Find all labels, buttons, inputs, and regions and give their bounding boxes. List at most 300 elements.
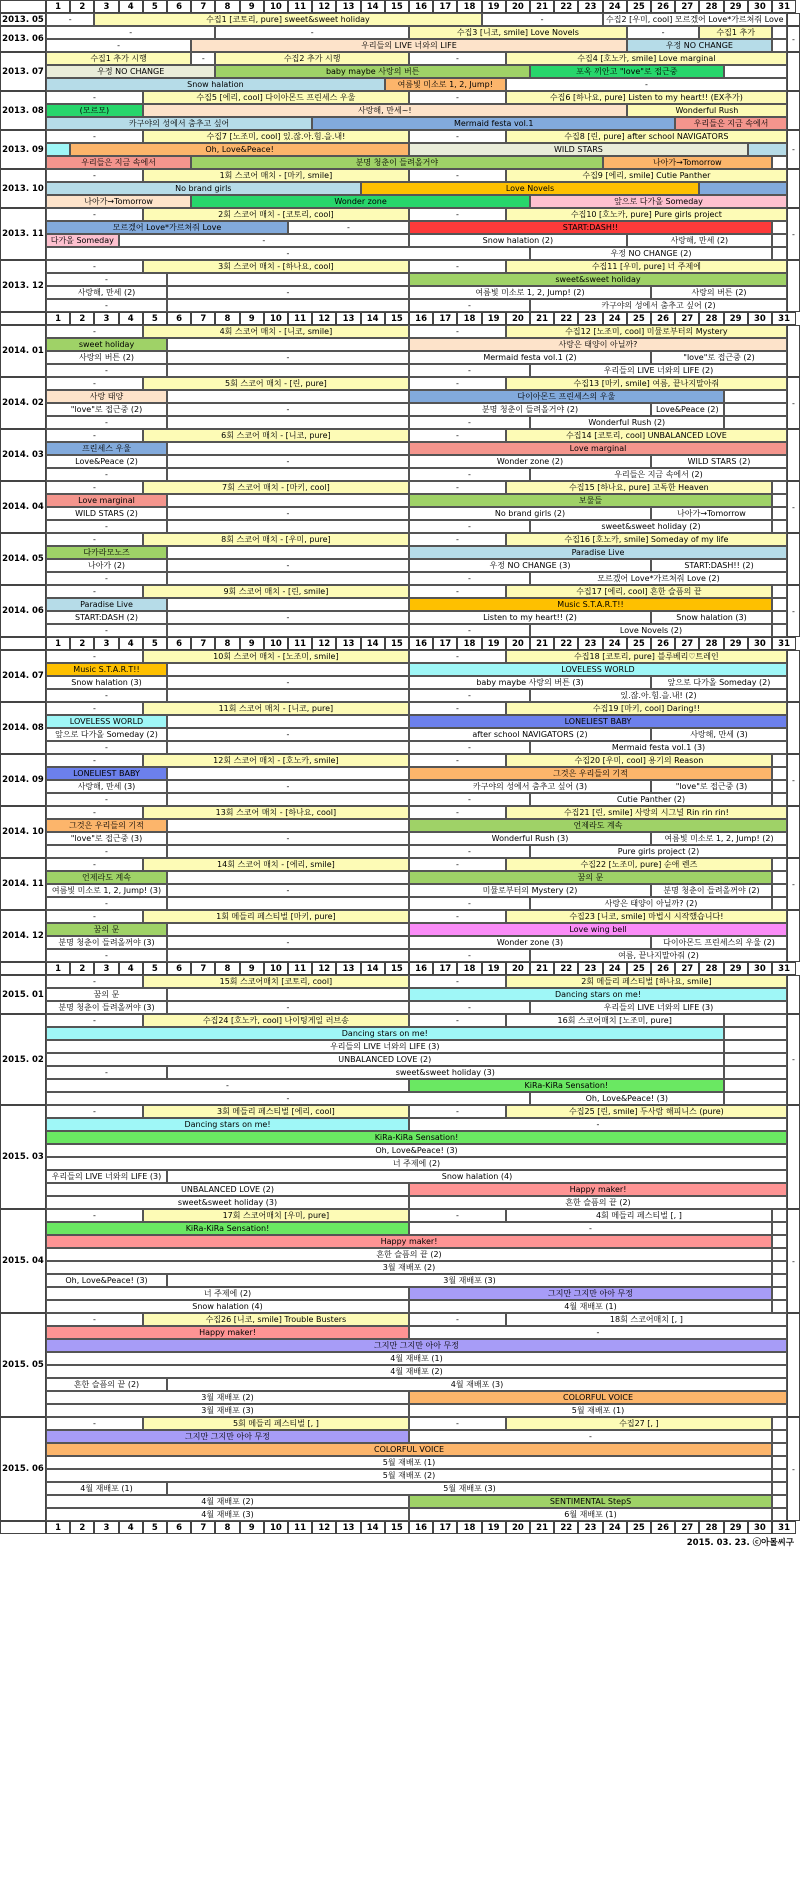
- schedule-cell: START:DASH!! (2): [651, 559, 787, 572]
- month-label: 2014. 04: [0, 481, 46, 533]
- day-header: 1: [46, 962, 70, 975]
- schedule-cell: 수집15 [하나요, pure] 고독한 Heaven: [506, 481, 772, 494]
- schedule-cell: 우리들의 LIVE 너와의 LIFE (3): [46, 1170, 167, 1183]
- schedule-cell: -: [409, 208, 506, 221]
- day-header: 2: [70, 1521, 94, 1534]
- schedule-cell: -: [288, 221, 409, 234]
- month-label: 2014. 05: [0, 533, 46, 585]
- day-header: 9: [240, 1521, 264, 1534]
- day-header: 28: [699, 0, 723, 13]
- schedule-cell: 프린세스 우울: [46, 442, 167, 455]
- day-header: 10: [264, 962, 288, 975]
- day-header: 28: [699, 962, 723, 975]
- schedule-cell: Snow halation (2): [409, 234, 627, 247]
- day-header: 14: [361, 962, 385, 975]
- schedule-cell: Pure girls project (2): [530, 845, 787, 858]
- schedule-cell: [167, 572, 409, 585]
- day-header: 13: [336, 1521, 360, 1534]
- schedule-cell: -: [46, 1313, 143, 1326]
- schedule-cell: "love"로 접근중 (3): [46, 832, 167, 845]
- schedule-cell: 꿈의 문: [46, 988, 167, 1001]
- schedule-cell: 우정 NO CHANGE (3): [409, 559, 651, 572]
- month-label: 2013. 06: [0, 26, 46, 52]
- day-header: 26: [651, 312, 675, 325]
- schedule-cell: -: [409, 1326, 787, 1339]
- schedule-cell: -: [409, 377, 506, 390]
- schedule-cell: Happy maker!: [46, 1235, 772, 1248]
- schedule-cell: 수집24 [호노카, cool] 나이팅게일 러브송: [143, 1014, 409, 1027]
- day-header: 23: [578, 312, 602, 325]
- day-header: 22: [554, 637, 578, 650]
- schedule-cell: -: [46, 702, 143, 715]
- schedule-cell: -: [409, 949, 530, 962]
- schedule-cell: [167, 299, 409, 312]
- month-end-marker: [787, 702, 800, 754]
- schedule-cell: 언제라도 계속: [409, 819, 787, 832]
- schedule-cell: Happy maker!: [46, 1326, 409, 1339]
- schedule-cell: (모르모): [46, 104, 143, 117]
- day-header: 9: [240, 312, 264, 325]
- schedule-cell: -: [409, 130, 506, 143]
- month-label: 2013. 07: [0, 52, 46, 91]
- day-header: 25: [627, 1521, 651, 1534]
- schedule-cell: -: [409, 260, 506, 273]
- schedule-cell: Love&Peace (2): [651, 403, 724, 416]
- empty-cell: [772, 1209, 787, 1222]
- schedule-cell: -: [46, 793, 167, 806]
- day-header: 25: [627, 0, 651, 13]
- month-label: 2013. 05: [0, 13, 46, 26]
- empty-cell: [772, 897, 787, 910]
- schedule-cell: LOVELESS WORLD: [46, 715, 167, 728]
- schedule-cell: Wonder zone (3): [409, 936, 651, 949]
- day-header: 13: [336, 637, 360, 650]
- schedule-cell: -: [409, 1118, 787, 1131]
- schedule-cell: [46, 143, 70, 156]
- month-end-marker: -: [787, 26, 800, 52]
- schedule-cell: -: [46, 1014, 143, 1027]
- day-header: 14: [361, 0, 385, 13]
- schedule-cell: KiRa-KiRa Sensation!: [46, 1131, 787, 1144]
- schedule-cell: [167, 949, 409, 962]
- empty-cell: [772, 793, 787, 806]
- schedule-cell: [167, 715, 409, 728]
- schedule-cell: LONELIEST BABY: [409, 715, 787, 728]
- day-header: 6: [167, 1521, 191, 1534]
- day-header: 23: [578, 637, 602, 650]
- day-header: 8: [215, 1521, 239, 1534]
- day-header: 17: [433, 637, 457, 650]
- day-header: 31: [772, 1521, 796, 1534]
- schedule-cell: 미뮬로부터의 Mystery (2): [409, 884, 651, 897]
- schedule-cell: -: [46, 910, 143, 923]
- schedule-cell: 수집1 [코토리, pure] sweet&sweet holiday: [94, 13, 481, 26]
- schedule-cell: LONELIEST BABY: [46, 767, 167, 780]
- schedule-cell: -: [46, 858, 143, 871]
- day-header: 4: [119, 1521, 143, 1534]
- schedule-cell: -: [409, 1001, 530, 1014]
- day-header: 2: [70, 0, 94, 13]
- schedule-cell: 3회 스코어 매치 - [하나요, cool]: [143, 260, 409, 273]
- schedule-cell: 4월 재배포 (2): [46, 1495, 409, 1508]
- schedule-cell: -: [409, 91, 506, 104]
- day-header: 4: [119, 0, 143, 13]
- schedule-cell: 다가올 Someday: [46, 234, 119, 247]
- schedule-cell: 꿈의 문: [409, 871, 772, 884]
- empty-cell: [772, 884, 787, 897]
- empty-cell: [772, 481, 787, 494]
- day-header: 3: [94, 962, 118, 975]
- schedule-cell: sweet&sweet holiday (3): [46, 1196, 409, 1209]
- schedule-cell: Wonderful Rush (2): [530, 416, 724, 429]
- schedule-cell: [167, 988, 409, 1001]
- schedule-cell: 우리들의 LIVE 너와의 LIFE (2): [530, 364, 787, 377]
- day-header: 30: [748, 637, 772, 650]
- day-header: 22: [554, 1521, 578, 1534]
- schedule-cell: -: [167, 611, 409, 624]
- schedule-cell: 포옥 끼안고 "love"로 접근중: [530, 65, 724, 78]
- schedule-cell: 분명 청춘이 들려올거야: [191, 156, 602, 169]
- day-header: 28: [699, 1521, 723, 1534]
- day-header: 21: [530, 637, 554, 650]
- day-header: 13: [336, 312, 360, 325]
- day-header: 7: [191, 962, 215, 975]
- schedule-cell: 18회 스코어매치 [, ]: [506, 1313, 787, 1326]
- schedule-cell: 사랑해, 만세 (3): [46, 780, 167, 793]
- schedule-cell: 다이아몬드 프린세스의 우울 (2): [651, 936, 787, 949]
- schedule-cell: -: [46, 208, 143, 221]
- day-header: 3: [94, 312, 118, 325]
- day-header: 29: [724, 1521, 748, 1534]
- schedule-cell: 다카라모노즈: [46, 546, 167, 559]
- day-header: 7: [191, 1521, 215, 1534]
- schedule-cell: 4월 재배포 (3): [46, 1508, 409, 1521]
- schedule-cell: "love"로 접근중 (3): [651, 780, 772, 793]
- day-header: 17: [433, 0, 457, 13]
- schedule-cell: Mermaid festa vol.1 (3): [530, 741, 787, 754]
- schedule-cell: -: [119, 234, 409, 247]
- schedule-cell: 수집1 추가: [699, 26, 772, 39]
- schedule-cell: [167, 494, 409, 507]
- month-end-marker: -: [787, 130, 800, 169]
- day-header: 31: [772, 962, 796, 975]
- schedule-cell: Mermaid festa vol.1 (2): [409, 351, 651, 364]
- day-header: 8: [215, 312, 239, 325]
- day-header: 24: [603, 0, 627, 13]
- schedule-cell: 7회 스코어 매치 - [마키, cool]: [143, 481, 409, 494]
- schedule-cell: -: [46, 429, 143, 442]
- empty-cell: [772, 494, 787, 507]
- month-end-marker: [787, 91, 800, 130]
- schedule-cell: 너 주제에 (2): [46, 1287, 409, 1300]
- schedule-cell: -: [409, 1014, 506, 1027]
- day-header: 24: [603, 1521, 627, 1534]
- day-header: 7: [191, 0, 215, 13]
- schedule-cell: -: [46, 1105, 143, 1118]
- schedule-cell: 13회 스코어 매치 - [하나요, cool]: [143, 806, 409, 819]
- month-label: 2014. 08: [0, 702, 46, 754]
- month-label: 2014. 10: [0, 806, 46, 858]
- schedule-cell: 수집22 [노조미, pure] 순애 렌즈: [506, 858, 772, 871]
- schedule-cell: baby maybe 사랑의 버튼 (3): [409, 676, 651, 689]
- month-end-marker: [787, 975, 800, 1014]
- schedule-cell: Music S.T.A.R.T!!: [409, 598, 772, 611]
- month-label: 2013. 09: [0, 130, 46, 169]
- schedule-cell: [167, 390, 409, 403]
- schedule-cell: -: [46, 325, 143, 338]
- schedule-cell: 10회 스코어 매치 - [노조미, smile]: [143, 650, 409, 663]
- day-header: 22: [554, 312, 578, 325]
- schedule-cell: UNBALANCED LOVE (2): [46, 1183, 409, 1196]
- day-header: 7: [191, 637, 215, 650]
- header-corner: [0, 312, 46, 325]
- schedule-cell: -: [46, 975, 143, 988]
- day-header: 2: [70, 962, 94, 975]
- schedule-cell: -: [46, 1066, 167, 1079]
- day-header: 17: [433, 1521, 457, 1534]
- schedule-cell: -: [46, 247, 530, 260]
- month-label: 2015. 02: [0, 1014, 46, 1105]
- schedule-cell: -: [167, 884, 409, 897]
- schedule-cell: 사랑의 버튼 (2): [651, 286, 787, 299]
- schedule-cell: -: [409, 52, 506, 65]
- schedule-cell: 사랑은 태양이 아닐까?: [409, 338, 787, 351]
- schedule-cell: 앞으로 다가올 Someday (2): [651, 676, 787, 689]
- day-header: 28: [699, 312, 723, 325]
- empty-cell: [772, 1443, 787, 1456]
- day-header: 12: [312, 0, 336, 13]
- schedule-cell: Snow halation (3): [46, 676, 167, 689]
- day-header: 17: [433, 312, 457, 325]
- schedule-cell: 나아가→Tomorrow: [603, 156, 772, 169]
- schedule-cell: after school NAVIGATORS (2): [409, 728, 651, 741]
- day-header: 23: [578, 962, 602, 975]
- schedule-cell: Snow halation: [46, 78, 385, 91]
- schedule-cell: -: [46, 481, 143, 494]
- day-header: 11: [288, 0, 312, 13]
- day-header: 15: [385, 0, 409, 13]
- empty-cell: [772, 1430, 787, 1443]
- schedule-cell: COLORFUL VOICE: [409, 1391, 787, 1404]
- month-end-marker: [787, 1105, 800, 1209]
- day-header: 25: [627, 637, 651, 650]
- schedule-cell: [167, 923, 409, 936]
- schedule-cell: WILD STARS (2): [46, 507, 167, 520]
- schedule-cell: 앞으로 다가올 Someday (2): [46, 728, 167, 741]
- schedule-cell: Dancing stars on me!: [46, 1118, 409, 1131]
- schedule-cell: [167, 520, 409, 533]
- schedule-cell: Love marginal: [409, 442, 787, 455]
- day-header: 23: [578, 0, 602, 13]
- schedule-cell: 수집4 [호노카, smile] Love marginal: [506, 52, 787, 65]
- schedule-cell: 사랑해, 만세 (2): [627, 234, 772, 247]
- schedule-cell: 수집23 [니코, smile] 마법시 시작했습니다!: [506, 910, 787, 923]
- empty-cell: [724, 1014, 787, 1027]
- empty-cell: [772, 1274, 787, 1287]
- schedule-cell: -: [46, 416, 167, 429]
- schedule-cell: Oh, Love&Peace!: [70, 143, 409, 156]
- day-header: 18: [457, 962, 481, 975]
- schedule-cell: -: [46, 130, 143, 143]
- day-header: 27: [675, 637, 699, 650]
- schedule-cell: -: [409, 169, 506, 182]
- schedule-cell: No brand girls (2): [409, 507, 651, 520]
- schedule-cell: [167, 468, 409, 481]
- schedule-cell: 5월 재배포 (2): [46, 1469, 772, 1482]
- day-header: 6: [167, 0, 191, 13]
- day-header: 12: [312, 962, 336, 975]
- schedule-cell: [167, 663, 409, 676]
- day-header: 1: [46, 312, 70, 325]
- schedule-cell: 1회 메들리 페스티벌 [마키, pure]: [143, 910, 409, 923]
- day-header: 18: [457, 1521, 481, 1534]
- schedule-cell: -: [409, 897, 530, 910]
- schedule-cell: 꿈의 문: [46, 923, 167, 936]
- month-end-marker: [787, 13, 800, 26]
- month-label: 2015. 03: [0, 1105, 46, 1209]
- schedule-cell: 수집11 [우미, pure] 너 주제에: [506, 260, 787, 273]
- empty-cell: [724, 403, 787, 416]
- day-header: 3: [94, 0, 118, 13]
- day-header: 12: [312, 637, 336, 650]
- schedule-cell: [167, 416, 409, 429]
- schedule-cell: -: [167, 832, 409, 845]
- schedule-cell: 흔한 슬픔의 끝 (2): [46, 1378, 167, 1391]
- day-header: 19: [482, 962, 506, 975]
- schedule-cell: Wonderful Rush: [627, 104, 787, 117]
- month-end-marker: -: [787, 754, 800, 806]
- schedule-cell: Dancing stars on me!: [46, 1027, 724, 1040]
- schedule-cell: -: [167, 286, 409, 299]
- schedule-cell: -: [409, 975, 506, 988]
- day-header: 14: [361, 637, 385, 650]
- empty-cell: [772, 247, 787, 260]
- day-header: 21: [530, 1521, 554, 1534]
- schedule-cell: Oh, Love&Peace! (3): [46, 1144, 787, 1157]
- schedule-cell: 수집7 [노조미, cool] 있.잖.아.힘.을.내!: [143, 130, 409, 143]
- empty-cell: [724, 1066, 787, 1079]
- schedule-cell: 수집9 [에리, smile] Cutie Panther: [506, 169, 787, 182]
- schedule-cell: sweet holiday: [46, 338, 167, 351]
- schedule-cell: -: [409, 1313, 506, 1326]
- schedule-cell: -: [409, 793, 530, 806]
- schedule-cell: 수집5 [에리, cool] 다이아몬드 프린세스 우울: [143, 91, 409, 104]
- day-header: 11: [288, 637, 312, 650]
- schedule-cell: Love wing bell: [409, 923, 787, 936]
- schedule-cell: -: [46, 377, 143, 390]
- day-header: 15: [385, 312, 409, 325]
- schedule-cell: [167, 364, 409, 377]
- header-corner: [0, 962, 46, 975]
- schedule-cell: -: [46, 533, 143, 546]
- schedule-cell: -: [46, 169, 143, 182]
- day-header: 30: [748, 962, 772, 975]
- schedule-cell: [167, 871, 409, 884]
- month-label: 2014. 01: [0, 325, 46, 377]
- day-header: 2: [70, 312, 94, 325]
- schedule-cell: -: [409, 910, 506, 923]
- empty-cell: [724, 1092, 787, 1105]
- schedule-cell: -: [46, 39, 191, 52]
- day-header: 26: [651, 962, 675, 975]
- schedule-cell: 여름빛 미소로 1, 2, Jump! (3): [46, 884, 167, 897]
- schedule-cell: [167, 845, 409, 858]
- schedule-cell: -: [409, 572, 530, 585]
- empty-cell: [772, 1287, 787, 1300]
- day-header: 27: [675, 1521, 699, 1534]
- month-label: 2013. 10: [0, 169, 46, 208]
- schedule-cell: sweet&sweet holiday (2): [530, 520, 772, 533]
- schedule-cell: Love Novels: [361, 182, 700, 195]
- schedule-cell: [167, 442, 409, 455]
- schedule-cell: -: [409, 533, 506, 546]
- schedule-cell: -: [409, 741, 530, 754]
- schedule-cell: 수집14 [코토리, cool] UNBALANCED LOVE: [506, 429, 787, 442]
- empty-cell: [772, 1469, 787, 1482]
- empty-cell: [772, 1495, 787, 1508]
- month-label: 2013. 08: [0, 91, 46, 130]
- schedule-cell: baby maybe 사랑의 버튼: [215, 65, 530, 78]
- day-header: 10: [264, 0, 288, 13]
- day-header: 16: [409, 1521, 433, 1534]
- schedule-cell: [167, 689, 409, 702]
- schedule-cell: 수집26 [니코, smile] Trouble Busters: [143, 1313, 409, 1326]
- day-header: 16: [409, 637, 433, 650]
- day-header: 28: [699, 637, 723, 650]
- schedule-cell: Love Novels (2): [530, 624, 772, 637]
- schedule-cell: Wonder zone (2): [409, 455, 651, 468]
- month-end-marker: [787, 910, 800, 962]
- day-header: 10: [264, 1521, 288, 1534]
- day-header: 26: [651, 637, 675, 650]
- empty-cell: [772, 754, 787, 767]
- schedule-cell: [167, 273, 409, 286]
- schedule-cell: 16회 스코어매치 [노조미, pure]: [506, 1014, 724, 1027]
- month-end-marker: -: [787, 1209, 800, 1313]
- schedule-cell: 수집17 [에리, cool] 흔한 슬픔의 끝: [506, 585, 772, 598]
- day-header: 29: [724, 637, 748, 650]
- schedule-cell: START:DASH (2): [46, 611, 167, 624]
- schedule-cell: 분명 청춘이 들려올꺼야 (3): [46, 936, 167, 949]
- schedule-cell: [167, 897, 409, 910]
- empty-cell: [772, 1508, 787, 1521]
- day-header: 16: [409, 312, 433, 325]
- schedule-cell: 사랑 태양: [46, 390, 167, 403]
- day-header: 23: [578, 1521, 602, 1534]
- schedule-cell: UNBALANCED LOVE (2): [46, 1053, 724, 1066]
- schedule-cell: 수집27 [, ]: [506, 1417, 772, 1430]
- month-label: 2015. 04: [0, 1209, 46, 1313]
- schedule-cell: 우정 NO CHANGE: [627, 39, 772, 52]
- schedule-cell: 3월 재배포 (3): [167, 1274, 772, 1287]
- schedule-cell: WILD STARS: [409, 143, 748, 156]
- schedule-cell: 분명 청춘이 들려올꺼야 (3): [46, 1001, 167, 1014]
- schedule-cell: -: [46, 741, 167, 754]
- schedule-cell: -: [46, 273, 167, 286]
- schedule-cell: 사랑은 태양이 아닐까? (2): [530, 897, 772, 910]
- schedule-cell: Snow halation (4): [46, 1300, 409, 1313]
- schedule-cell: -: [409, 585, 506, 598]
- empty-cell: [772, 520, 787, 533]
- day-header: 29: [724, 962, 748, 975]
- day-header: 12: [312, 312, 336, 325]
- footer-credit: 2015. 03. 23. ⓒ아몰씨구: [686, 1538, 794, 1548]
- month-label: 2014. 12: [0, 910, 46, 962]
- empty-cell: [724, 65, 787, 78]
- schedule-cell: 우리들은 지금 속에서: [675, 117, 787, 130]
- schedule-cell: -: [409, 806, 506, 819]
- schedule-cell: 1회 스코어 매치 - [마키, smile]: [143, 169, 409, 182]
